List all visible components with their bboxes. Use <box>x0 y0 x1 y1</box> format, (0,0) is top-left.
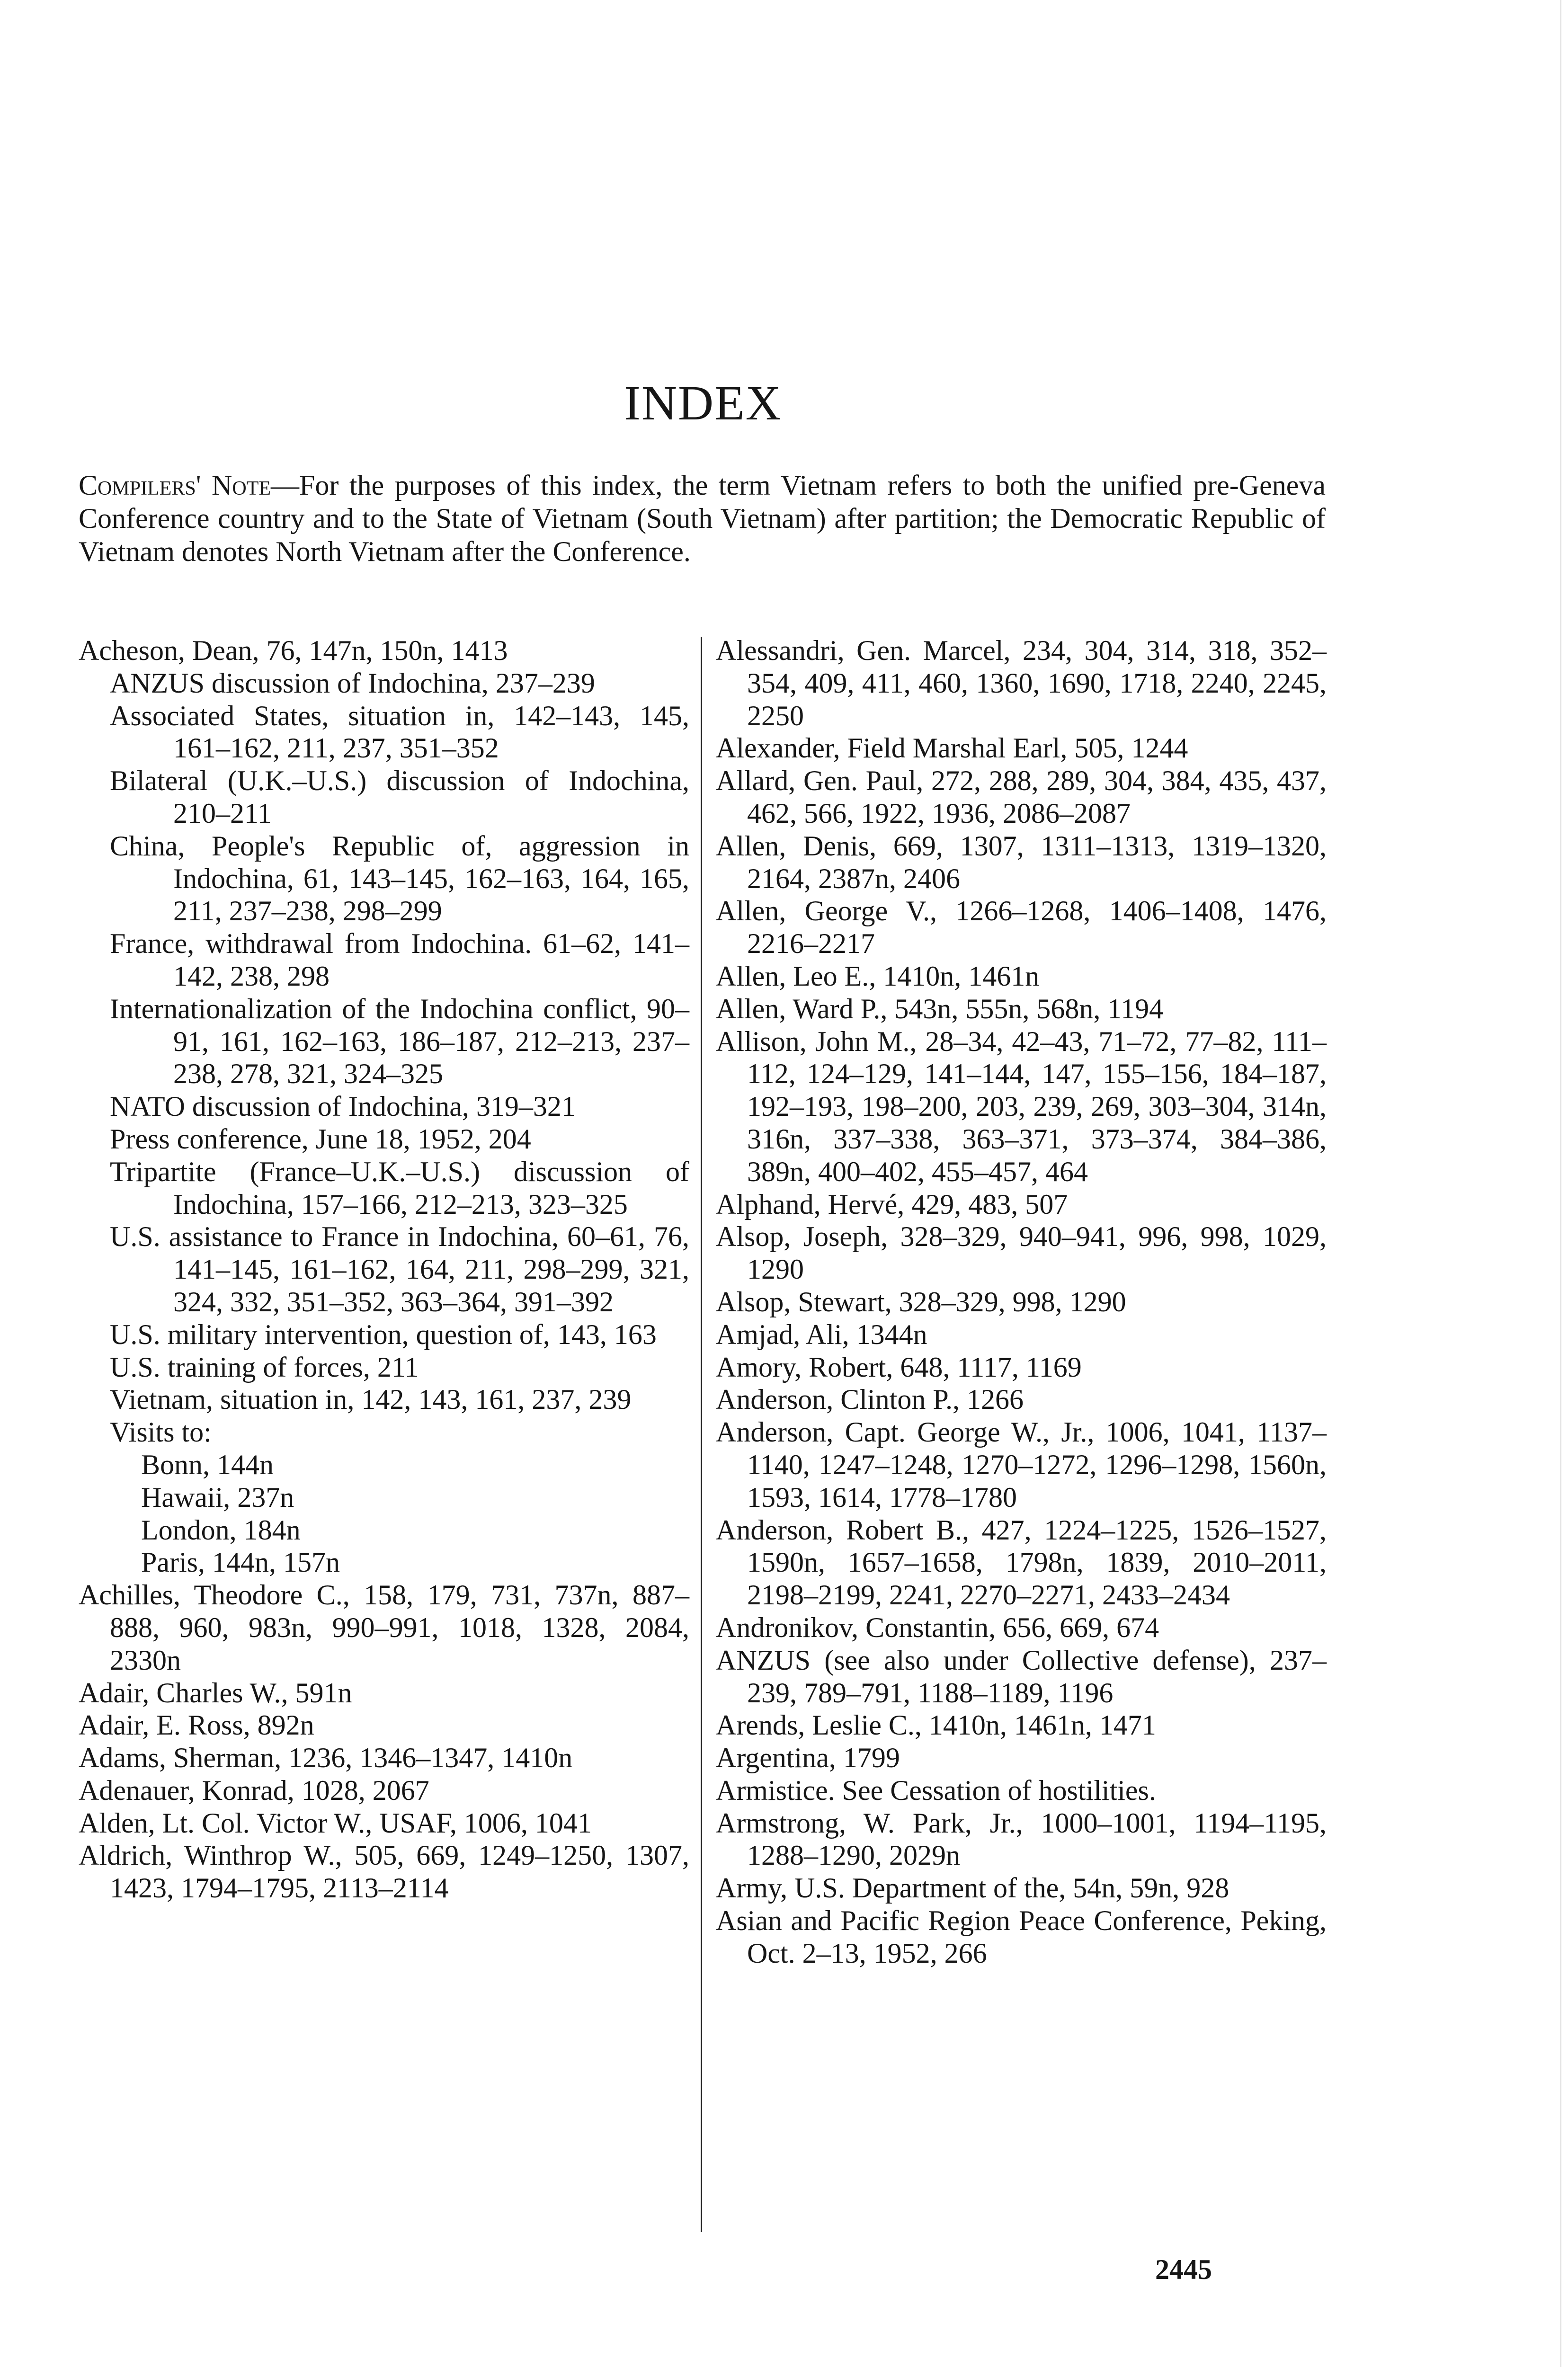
index-entry: Acheson, Dean, 76, 147n, 150n, 1413 <box>79 635 508 666</box>
index-subentry: Tripartite (France–U.K.–U.S.) discussion of Indochina, 157–166, 212–213, 323–325 <box>110 1156 689 1220</box>
index-entry: Adair, E. Ross, 892n <box>79 1709 314 1741</box>
index-entry: Aldrich, Winthrop W., 505, 669, 1249–1250, 1307, 1423, 1794–1795, 2113–2114 <box>79 1840 689 1904</box>
index-subentry: London, 184n <box>141 1514 301 1546</box>
index-entry: Army, U.S. Department of the, 54n, 59n, 928 <box>716 1872 1229 1904</box>
compilers-note <box>79 469 1326 568</box>
index-entry: Armstrong, W. Park, Jr., 1000–1001, 1194–1195, 1288–1290, 2029n <box>716 1807 1327 1871</box>
index-entry: Adams, Sherman, 1236, 1346–1347, 1410n <box>79 1742 573 1774</box>
index-entry: Anderson, Capt. George W., Jr., 1006, 1041, 1137–1140, 1247–1248, 1270–1272, 1296–1298, 1560n, 1593, 1614, 1778–1780 <box>716 1416 1327 1513</box>
index-entry: Adair, Charles W., 591n <box>79 1677 352 1709</box>
index-entry: Argentina, 1799 <box>716 1742 900 1774</box>
index-entry: Alsop, Joseph, 328–329, 940–941, 996, 998, 1029, 1290 <box>716 1221 1327 1285</box>
index-subentry: Visits to: <box>110 1416 212 1448</box>
index-entry: Allen, George V., 1266–1268, 1406–1408, 1476, 2216–2217 <box>716 895 1327 960</box>
index-column-left <box>79 634 689 1904</box>
index-subentry: U.S. military intervention, question of, 143, 163 <box>110 1318 657 1350</box>
index-subentry: France, withdrawal from Indochina. 61–62, 141–142, 238, 298 <box>110 928 689 992</box>
index-entry: Allison, John M., 28–34, 42–43, 71–72, 77–82, 111–112, 124–129, 141–144, 147, 155–156, 184–187, 192–193, 198–200, 203, 239, 269, 303–304, 314n, 316n, 337–338, 363–371, 373–374, 384–386, 389n, 400–402, 455–457, 464 <box>716 1025 1327 1187</box>
index-entry: Arends, Leslie C., 1410n, 1461n, 1471 <box>716 1709 1156 1741</box>
index-subentry: U.S. training of forces, 211 <box>110 1351 419 1383</box>
index-entry: Adenauer, Konrad, 1028, 2067 <box>79 1774 429 1806</box>
index-entry: Alessandri, Gen. Marcel, 234, 304, 314, 318, 352–354, 409, 411, 460, 1360, 1690, 1718, 2240, 2245, 2250 <box>716 635 1327 731</box>
index-column-right <box>716 634 1327 1970</box>
index-subentry: Hawaii, 237n <box>141 1481 294 1513</box>
page-edge-line <box>1560 0 1561 2367</box>
index-entry: Andronikov, Constantin, 656, 669, 674 <box>716 1611 1159 1643</box>
index-entry: Alexander, Field Marshal Earl, 505, 1244 <box>716 732 1188 764</box>
column-divider <box>701 637 702 2232</box>
compilers-note-label: Compilers' Note <box>79 470 271 501</box>
index-entry: Achilles, Theodore C., 158, 179, 731, 737n, 887–888, 960, 983n, 990–991, 1018, 1328, 2084, 2330n <box>79 1579 689 1676</box>
index-subentry: China, People's Republic of, aggression in Indochina, 61, 143–145, 162–163, 164, 165, 211, 237–238, 298–299 <box>110 830 689 927</box>
index-entry: Allen, Denis, 669, 1307, 1311–1313, 1319–1320, 2164, 2387n, 2406 <box>716 830 1327 894</box>
index-subentry: U.S. assistance to France in Indochina, 60–61, 76, 141–145, 161–162, 164, 211, 298–299, 321, 324, 332, 351–352, 363–364, 391–392 <box>110 1221 689 1317</box>
index-entry: Allard, Gen. Paul, 272, 288, 289, 304, 384, 435, 437, 462, 566, 1922, 1936, 2086–2087 <box>716 765 1327 829</box>
index-entry: Anderson, Robert B., 427, 1224–1225, 1526–1527, 1590n, 1657–1658, 1798n, 1839, 2010–2011, 2198–2199, 2241, 2270–2271, 2433–2434 <box>716 1514 1327 1611</box>
index-entry: Alsop, Stewart, 328–329, 998, 1290 <box>716 1286 1126 1317</box>
index-entry: Armistice. See Cessation of hostilities. <box>716 1774 1156 1806</box>
index-entry: Allen, Ward P., 543n, 555n, 568n, 1194 <box>716 993 1164 1024</box>
index-subentry: Bilateral (U.K.–U.S.) discussion of Indochina, 210–211 <box>110 765 689 829</box>
index-subentry: Associated States, situation in, 142–143, 145, 161–162, 211, 237, 351–352 <box>110 700 689 764</box>
index-entry: Asian and Pacific Region Peace Conference, Peking, Oct. 2–13, 1952, 266 <box>716 1905 1327 1969</box>
index-subentry: Internationalization of the Indochina conflict, 90–91, 161, 162–163, 186–187, 212–213, 237–238, 278, 321, 324–325 <box>110 993 689 1090</box>
index-subentry: ANZUS discussion of Indochina, 237–239 <box>110 667 595 699</box>
index-subentry: Paris, 144n, 157n <box>141 1547 340 1578</box>
index-subentry: Press conference, June 18, 1952, 204 <box>110 1123 531 1155</box>
index-entry: Amory, Robert, 648, 1117, 1169 <box>716 1351 1082 1383</box>
page-title: INDEX <box>624 376 782 430</box>
index-subentry: Vietnam, situation in, 142, 143, 161, 237, 239 <box>110 1384 632 1415</box>
index-entry: Allen, Leo E., 1410n, 1461n <box>716 960 1040 992</box>
index-entry: Amjad, Ali, 1344n <box>716 1318 927 1350</box>
index-subentry: Bonn, 144n <box>141 1449 274 1480</box>
page-number: 2445 <box>1155 2254 1212 2285</box>
compilers-note-text: —For the purposes of this index, the term Vietnam refers to both the unified pre-Geneva Conference country and to the State of Vietnam (South Vietnam) after partition; the Democratic Republic of Vietnam denotes North Vietnam after the Conference. <box>79 470 1326 567</box>
index-entry: Alden, Lt. Col. Victor W., USAF, 1006, 1041 <box>79 1807 592 1839</box>
index-entry: Alphand, Hervé, 429, 483, 507 <box>716 1188 1068 1220</box>
index-entry: ANZUS (see also under Collective defense), 237–239, 789–791, 1188–1189, 1196 <box>716 1644 1327 1709</box>
index-subentry: NATO discussion of Indochina, 319–321 <box>110 1091 576 1122</box>
index-entry: Anderson, Clinton P., 1266 <box>716 1384 1024 1415</box>
